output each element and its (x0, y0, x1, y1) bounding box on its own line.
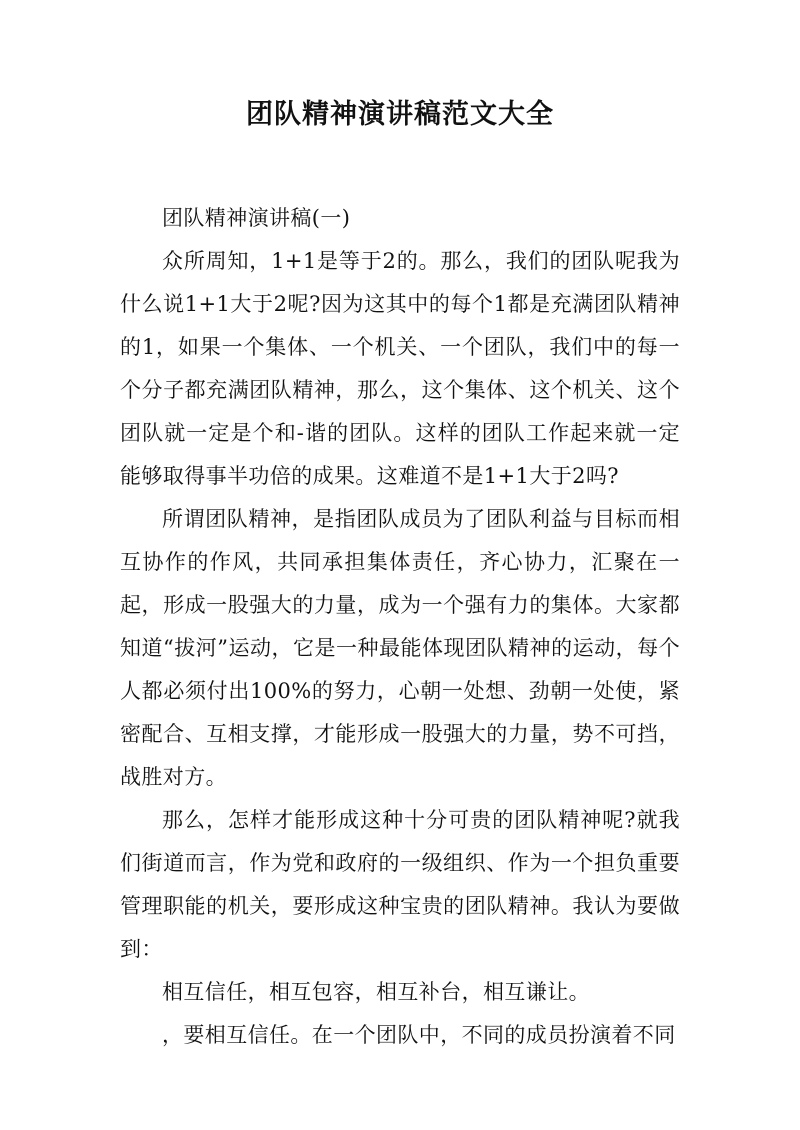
paragraph-2: 所谓团队精神，是指团队成员为了团队利益与目标而相互协作的作风，共同承担集体责任，齐心协力，汇聚在一起，形成一股强大的力量，成为一个强有力的集体。大家都知道“拔河”运动，它是一种最能体现团队精神的运动，每个人都必须付出100%的努力，心朝一处想、劲朝一处使，紧密配合、互相支撑，才能形成一股强大的力量，势不可挡，战胜对方。 (120, 507, 680, 789)
paragraph-4: 相互信任，相互包容，相互补台，相互谦让。 (162, 980, 590, 1004)
document-title: 团队精神演讲稿范文大全 (246, 99, 554, 130)
document-body (120, 197, 680, 1057)
paragraph-1: 众所周知，1+1是等于2的。那么，我们的团队呢我为什么说1+1大于2呢?因为这其中的每个1都是充满团队精神的1，如果一个集体、一个机关、一个团队，我们中的每一个分子都充满团队精神，那么，这个集体、这个机关、这个团队就一定是个和-谐的团队。这样的团队工作起来就一定能够取得事半功倍的成果。这难道不是1+1大于2吗? (120, 249, 680, 488)
paragraph-5: ，要相互信任。在一个团队中，不同的成员扮演着不同 (162, 1023, 676, 1047)
paragraph-subtitle: 团队精神演讲稿(一) (162, 206, 351, 230)
paragraph-3: 那么，怎样才能形成这种十分可贵的团队精神呢?就我们街道而言，作为党和政府的一级组织、作为一个担负重要管理职能的机关，要形成这种宝贵的团队精神。我认为要做到： (120, 808, 680, 961)
